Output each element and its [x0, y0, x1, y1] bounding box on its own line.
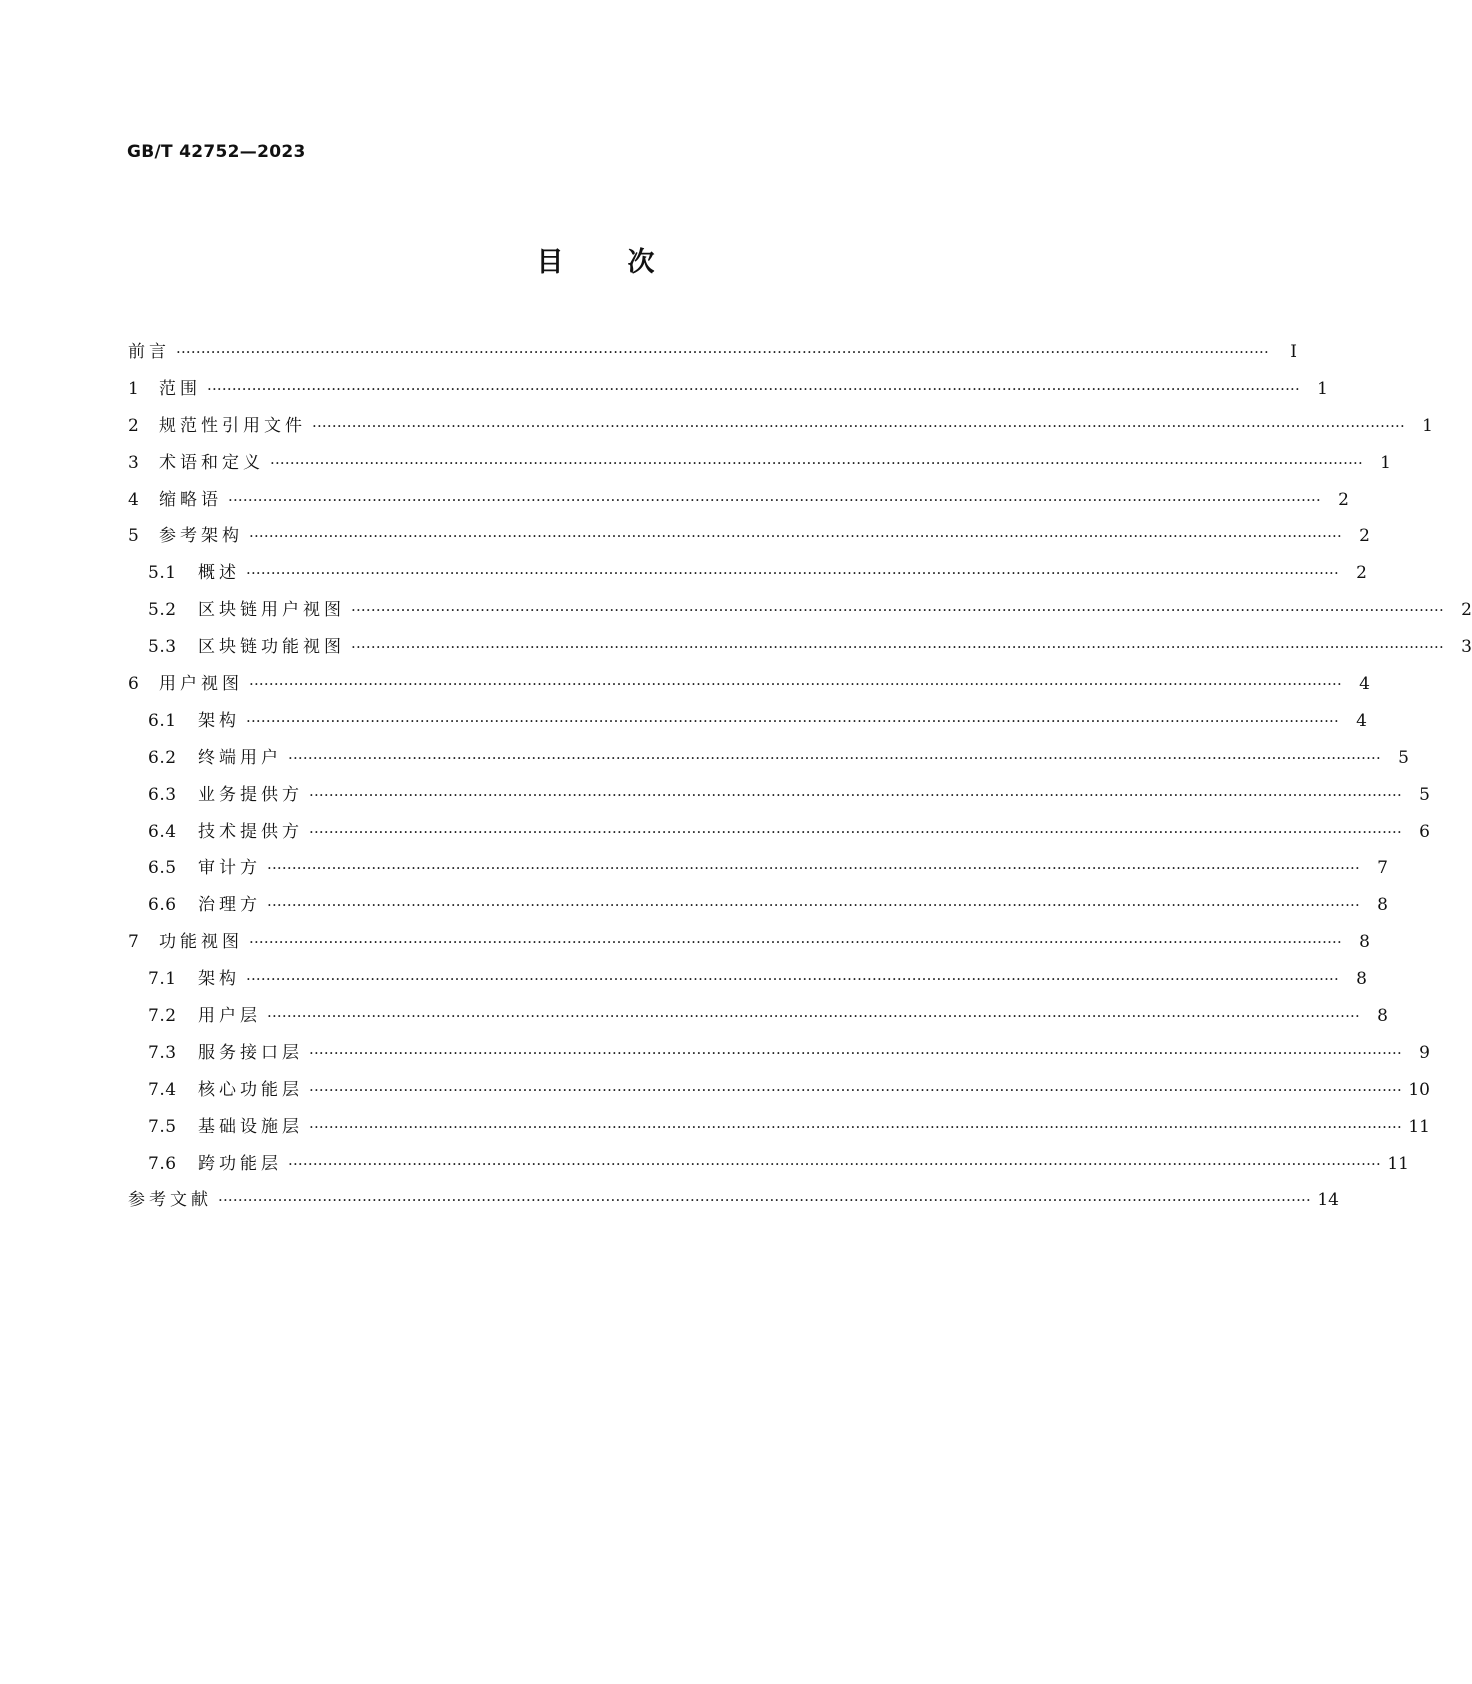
toc-leader-dots: ····························································································································································································································: [267, 1007, 1360, 1026]
toc-entry-number: 6.1: [148, 710, 177, 731]
toc-entry-number: 7.2: [148, 1006, 177, 1027]
toc-entry-number: 2: [128, 415, 140, 436]
page-title-char-1: 目: [536, 247, 564, 278]
toc-leader-dots: ····························································································································································································································: [309, 822, 1402, 841]
toc-entry-number: 6.5: [148, 858, 177, 879]
toc-entry-title: 概述: [198, 563, 240, 584]
table-of-contents: [128, 340, 1472, 1225]
toc-entry-number: 7.3: [148, 1042, 177, 1063]
toc-leader-dots: ····························································································································································································································: [312, 416, 1405, 435]
toc-entry-page: 8: [1377, 895, 1388, 916]
toc-entry-title: 基础设施层: [198, 1116, 303, 1137]
toc-entry-5-2[interactable]: [128, 598, 1472, 635]
toc-entry-number: 5.2: [148, 600, 177, 621]
toc-entry-title: 区块链用户视图: [198, 600, 345, 621]
toc-entry-foreword[interactable]: [128, 340, 1297, 377]
toc-entry-7-4[interactable]: [128, 1078, 1430, 1115]
toc-entry-page: 2: [1356, 563, 1367, 584]
toc-entry-title: 范围: [159, 378, 201, 399]
toc-entry-page: 1: [1380, 452, 1391, 473]
toc-leader-dots: ····························································································································································································································: [288, 1154, 1381, 1173]
toc-leader-dots: ····························································································································································································································: [228, 490, 1321, 509]
toc-entry-number: 7.6: [148, 1153, 177, 1174]
toc-entry-page: 5: [1398, 747, 1409, 768]
toc-entry-6-4[interactable]: [128, 820, 1430, 857]
toc-entry-page: 2: [1461, 600, 1472, 621]
toc-entry-title: 技术提供方: [198, 821, 303, 842]
document-code: GB/T 42752—2023: [127, 142, 306, 162]
toc-entry-4[interactable]: [128, 488, 1349, 525]
toc-entry-title: 跨功能层: [198, 1153, 282, 1174]
toc-leader-dots: ····························································································································································································································: [309, 1117, 1402, 1136]
toc-entry-page: 14: [1317, 1190, 1339, 1211]
toc-entry-title: 业务提供方: [198, 784, 303, 805]
toc-leader-dots: ····························································································································································································································: [207, 379, 1300, 398]
toc-leader-dots: ····························································································································································································································: [309, 1080, 1402, 1099]
toc-leader-dots: ····························································································································································································································: [218, 1191, 1311, 1210]
toc-entry-number: 7: [128, 932, 140, 953]
toc-entry-page: 11: [1387, 1153, 1409, 1174]
toc-entry-3[interactable]: [128, 451, 1391, 488]
toc-entry-2[interactable]: [128, 414, 1433, 451]
toc-entry-number: 6.2: [148, 747, 177, 768]
toc-entry-title: 功能视图: [159, 932, 243, 953]
toc-entry-title: 架构: [198, 710, 240, 731]
toc-entry-page: 2: [1338, 489, 1349, 510]
toc-entry-number: 6.4: [148, 821, 177, 842]
toc-entry-number: 6.3: [148, 784, 177, 805]
toc-leader-dots: ····························································································································································································································: [267, 896, 1360, 915]
toc-entry-page: 1: [1317, 378, 1328, 399]
toc-entry-title: 服务接口层: [198, 1042, 303, 1063]
toc-leader-dots: ····························································································································································································································: [288, 748, 1381, 767]
toc-entry-title: 区块链功能视图: [198, 637, 345, 658]
toc-entry-number: 6: [128, 674, 140, 695]
toc-entry-7-5[interactable]: [128, 1115, 1430, 1152]
toc-entry-number: 7.4: [148, 1079, 177, 1100]
toc-entry-page: 6: [1419, 821, 1430, 842]
toc-entry-title: 术语和定义: [159, 452, 264, 473]
toc-entry-page: 9: [1419, 1042, 1430, 1063]
toc-entry-page: 4: [1356, 710, 1367, 731]
toc-entry-title: 用户层: [198, 1006, 261, 1027]
toc-entry-page: Ⅰ: [1290, 342, 1297, 362]
toc-entry-6-1[interactable]: [128, 709, 1367, 746]
toc-leader-dots: ····························································································································································································································: [249, 527, 1342, 546]
toc-entry-page: 8: [1377, 1006, 1388, 1027]
toc-entry-6-3[interactable]: [128, 783, 1430, 820]
toc-leader-dots: ····························································································································································································································: [176, 343, 1269, 361]
toc-entry-page: 4: [1359, 674, 1370, 695]
toc-entry-page: 3: [1461, 637, 1472, 658]
toc-entry-number: 5.3: [148, 637, 177, 658]
toc-entry-number: 5: [128, 526, 140, 547]
toc-entry-bibliography[interactable]: [128, 1188, 1339, 1225]
page-title-char-2: 次: [627, 247, 655, 278]
toc-entry-number: 4: [128, 489, 140, 510]
toc-entry-5[interactable]: [128, 524, 1370, 561]
toc-entry-7-2[interactable]: [128, 1004, 1388, 1041]
toc-entry-6-6[interactable]: [128, 893, 1388, 930]
toc-entry-number: 3: [128, 452, 140, 473]
toc-entry-page: 1: [1422, 415, 1433, 436]
toc-entry-title: 治理方: [198, 895, 261, 916]
toc-entry-7-1[interactable]: [128, 967, 1367, 1004]
toc-leader-dots: ····························································································································································································································: [249, 933, 1342, 952]
toc-entry-page: 8: [1359, 932, 1370, 953]
toc-entry-title: 核心功能层: [198, 1079, 303, 1100]
toc-entry-title: 架构: [198, 969, 240, 990]
toc-entry-title: 参考架构: [159, 526, 243, 547]
toc-entry-page: 5: [1419, 784, 1430, 805]
toc-entry-title: 规范性引用文件: [159, 415, 306, 436]
toc-entry-title: 参考文献: [128, 1190, 212, 1211]
page-title: [0, 246, 1191, 280]
toc-entry-title: 终端用户: [198, 747, 282, 768]
toc-entry-title: 用户视图: [159, 674, 243, 695]
toc-entry-page: 7: [1377, 858, 1388, 879]
toc-entry-5-3[interactable]: [128, 635, 1472, 672]
toc-entry-6[interactable]: [128, 672, 1370, 709]
toc-entry-6-2[interactable]: [128, 746, 1409, 783]
toc-entry-title: 前言: [128, 342, 170, 362]
toc-entry-number: 6.6: [148, 895, 177, 916]
toc-leader-dots: ····························································································································································································································: [246, 970, 1339, 989]
toc-entry-number: 7.5: [148, 1116, 177, 1137]
toc-entry-5-1[interactable]: [128, 561, 1367, 598]
toc-entry-6-5[interactable]: [128, 856, 1388, 893]
toc-entry-title: 审计方: [198, 858, 261, 879]
toc-leader-dots: ····························································································································································································································: [270, 453, 1363, 472]
toc-entry-page: 2: [1359, 526, 1370, 547]
toc-leader-dots: ····························································································································································································································: [351, 638, 1444, 657]
toc-entry-title: 缩略语: [159, 489, 222, 510]
toc-leader-dots: ····························································································································································································································: [267, 859, 1360, 878]
toc-entry-number: 5.1: [148, 563, 177, 584]
toc-entry-page: 8: [1356, 969, 1367, 990]
toc-entry-7-3[interactable]: [128, 1041, 1430, 1078]
toc-entry-7[interactable]: [128, 930, 1370, 967]
toc-entry-7-6[interactable]: [128, 1152, 1409, 1189]
toc-leader-dots: ····························································································································································································································: [246, 564, 1339, 583]
toc-entry-number: 1: [128, 378, 140, 399]
toc-leader-dots: ····························································································································································································································: [249, 675, 1342, 694]
toc-leader-dots: ····························································································································································································································: [309, 785, 1402, 804]
toc-leader-dots: ····························································································································································································································: [246, 711, 1339, 730]
toc-entry-page: 10: [1408, 1079, 1430, 1100]
toc-leader-dots: ····························································································································································································································: [351, 601, 1444, 620]
toc-entry-page: 11: [1408, 1116, 1430, 1137]
toc-entry-1[interactable]: [128, 377, 1328, 414]
toc-entry-number: 7.1: [148, 969, 177, 990]
toc-leader-dots: ····························································································································································································································: [309, 1043, 1402, 1062]
